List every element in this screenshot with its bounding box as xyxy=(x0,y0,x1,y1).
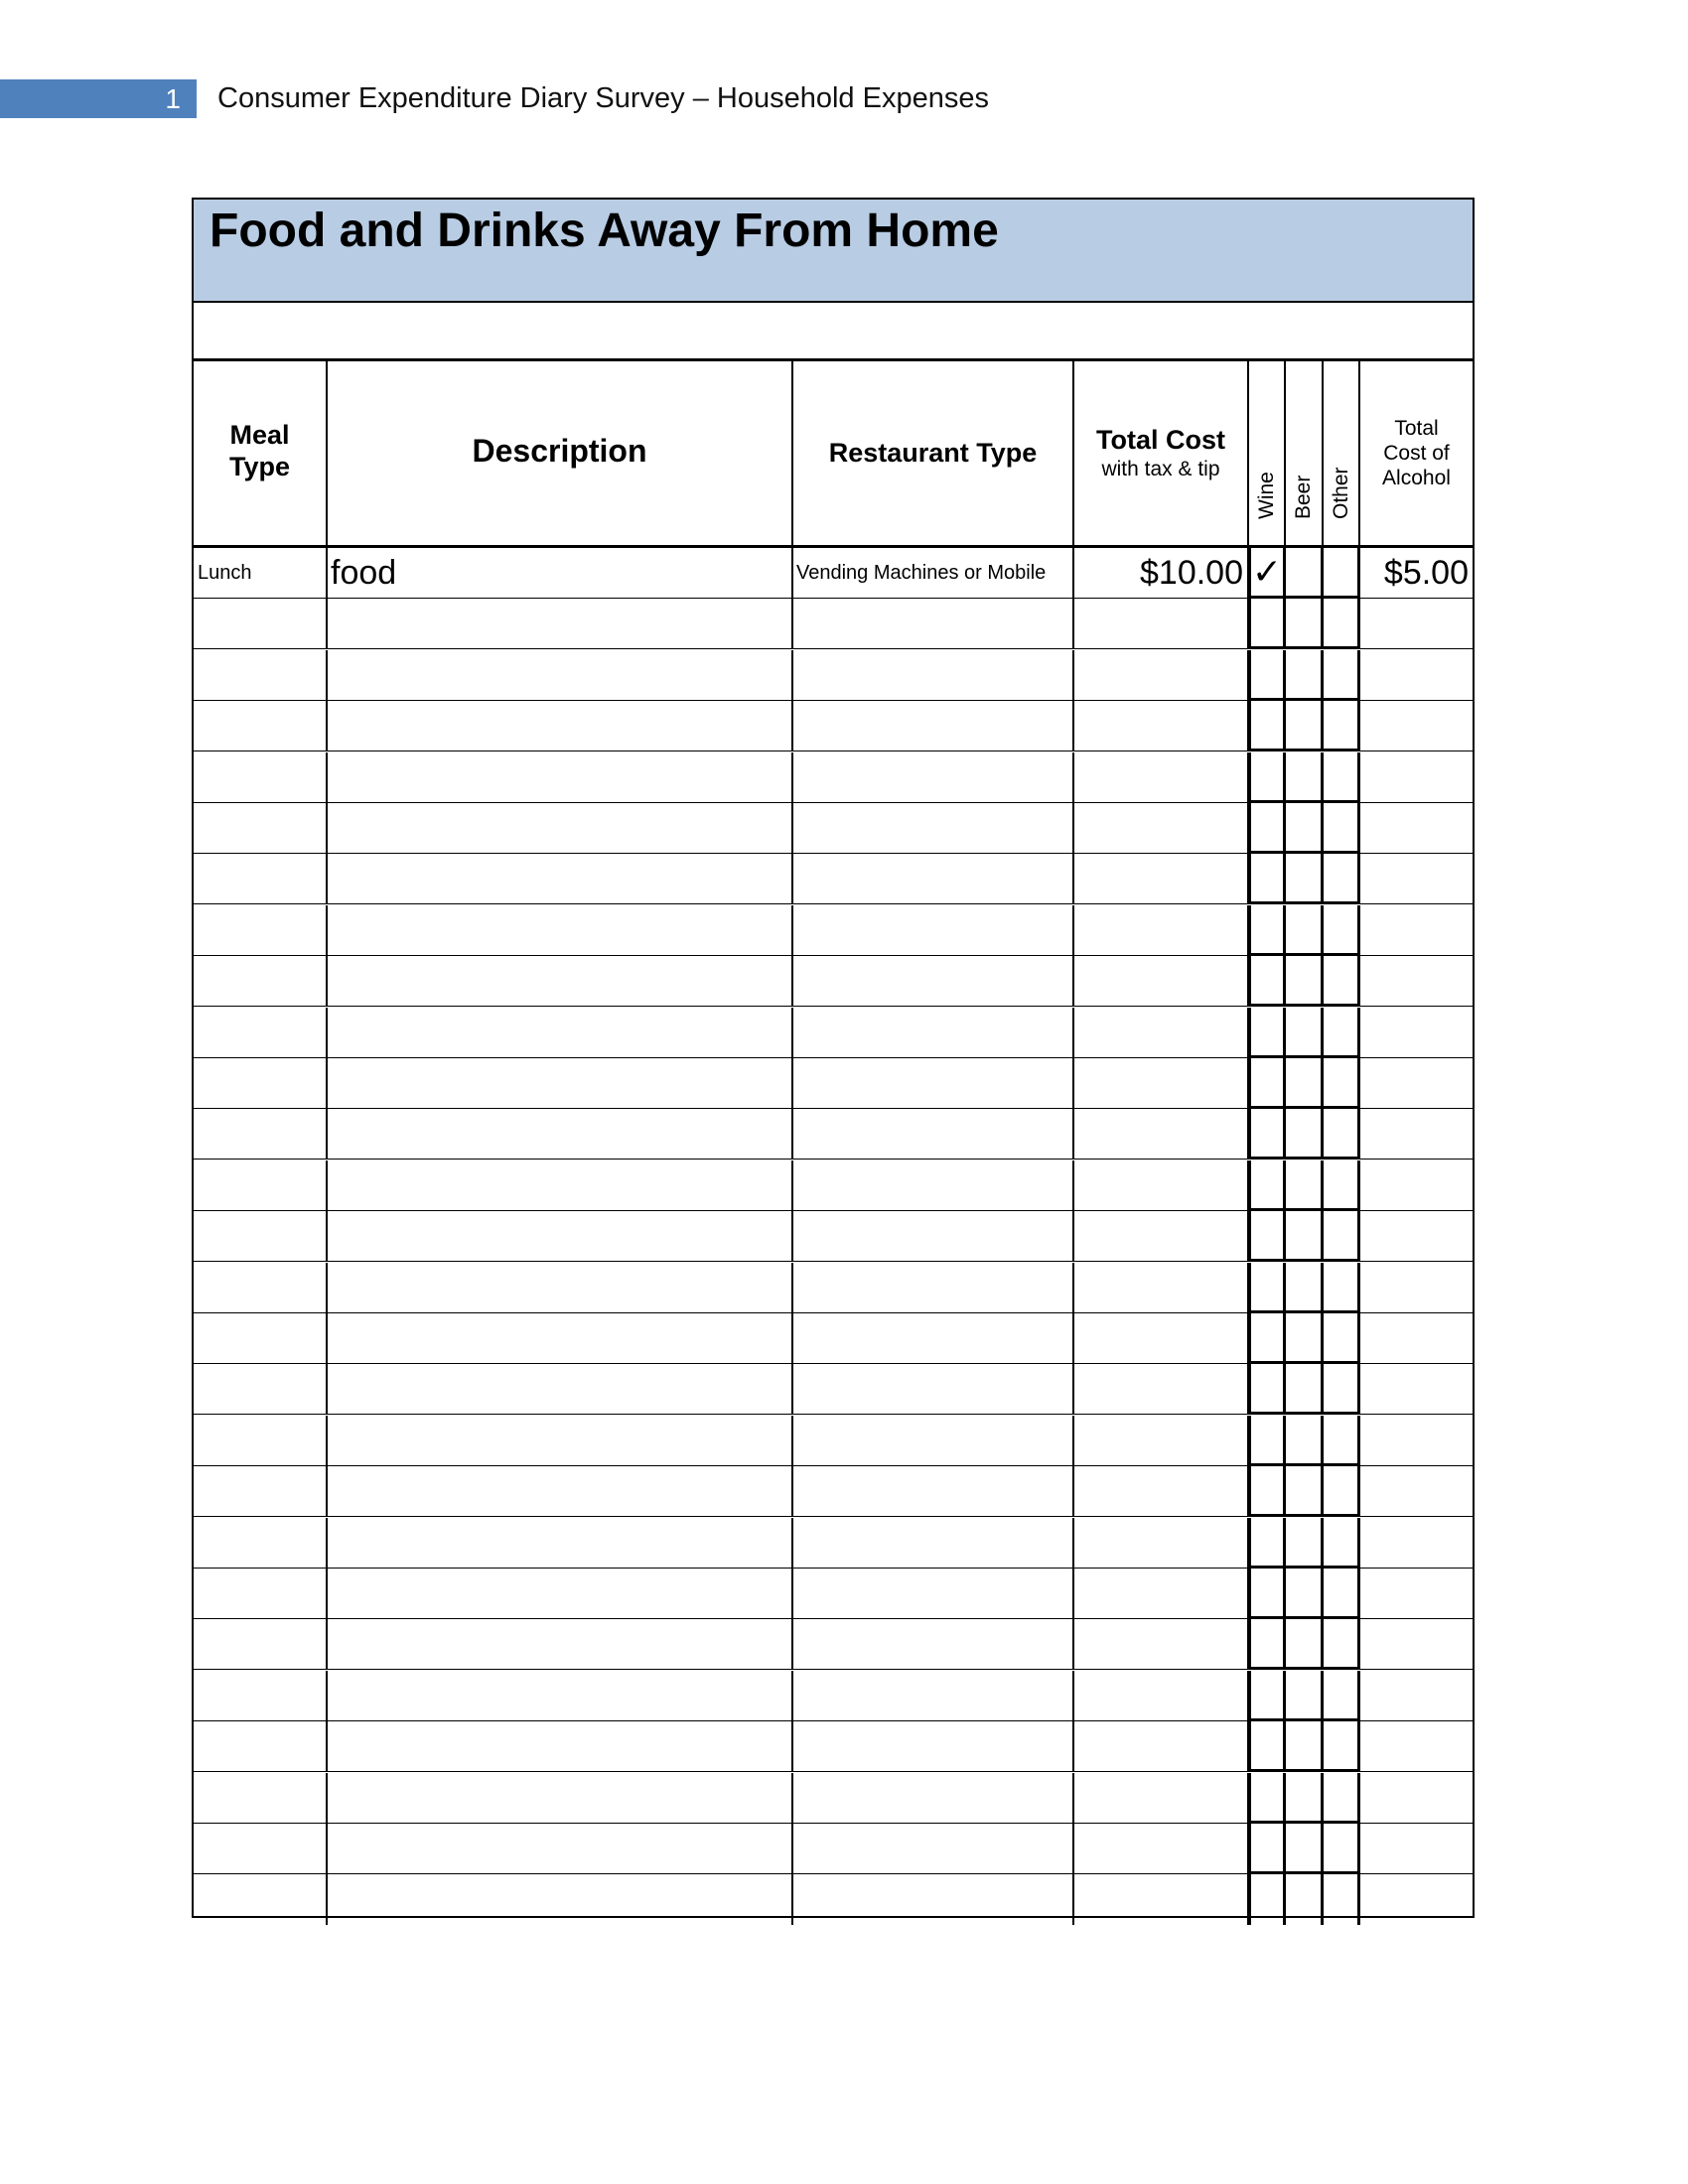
alcohol-cost-cell[interactable] xyxy=(1360,1569,1473,1619)
other-checkbox[interactable] xyxy=(1324,701,1360,751)
meal-type-cell[interactable] xyxy=(194,1874,328,1925)
restaurant-type-cell[interactable] xyxy=(793,701,1074,751)
description-cell[interactable] xyxy=(328,1874,793,1925)
other-checkbox[interactable] xyxy=(1324,1671,1360,1721)
beer-checkbox[interactable] xyxy=(1286,905,1324,956)
description-cell[interactable] xyxy=(328,1364,793,1415)
alcohol-cost-cell[interactable] xyxy=(1360,1416,1473,1466)
table-row xyxy=(194,1569,1473,1619)
other-checkbox[interactable] xyxy=(1324,599,1360,649)
alcohol-cost-cell[interactable] xyxy=(1360,1721,1473,1772)
total-cost-cell[interactable] xyxy=(1074,1824,1249,1874)
restaurant-type-cell[interactable] xyxy=(793,956,1074,1007)
restaurant-type-cell[interactable] xyxy=(793,1619,1074,1670)
table-row xyxy=(194,1824,1473,1874)
restaurant-type-cell[interactable] xyxy=(793,1058,1074,1109)
description-cell[interactable] xyxy=(328,1824,793,1874)
other-checkbox[interactable] xyxy=(1324,1160,1360,1211)
wine-checkbox[interactable] xyxy=(1249,1721,1286,1772)
description-cell[interactable] xyxy=(328,1721,793,1772)
restaurant-type-cell[interactable] xyxy=(793,1518,1074,1569)
alcohol-cost-cell[interactable] xyxy=(1360,1824,1473,1874)
description-cell[interactable] xyxy=(328,1416,793,1466)
restaurant-type-cell[interactable] xyxy=(793,1671,1074,1721)
meal-type-cell[interactable] xyxy=(194,599,328,649)
beer-label: Beer xyxy=(1292,475,1315,519)
description-cell[interactable] xyxy=(328,1773,793,1824)
beer-checkbox[interactable] xyxy=(1286,1211,1324,1262)
total-cost-cell[interactable] xyxy=(1074,1874,1249,1925)
wine-checkbox[interactable] xyxy=(1249,1160,1286,1211)
table-row xyxy=(194,1874,1473,1925)
total-cost-label: Total Cost xyxy=(1096,425,1225,455)
alcohol-cost-cell[interactable] xyxy=(1360,854,1473,904)
description-cell[interactable] xyxy=(328,1109,793,1160)
other-checkbox[interactable] xyxy=(1324,1874,1360,1925)
alcohol-cost-cell[interactable] xyxy=(1360,1263,1473,1313)
description-label: Description xyxy=(472,433,647,469)
meal-type-cell[interactable] xyxy=(194,1211,328,1262)
other-checkbox[interactable] xyxy=(1324,752,1360,803)
meal-type-cell[interactable]: Lunch xyxy=(194,548,328,599)
table-row xyxy=(194,1008,1473,1058)
column-header-other xyxy=(1324,361,1360,548)
meal-type-cell[interactable] xyxy=(194,803,328,854)
alcohol-label-1: Total xyxy=(1394,417,1439,440)
wine-checkbox[interactable] xyxy=(1249,1569,1286,1619)
total-cost-cell[interactable] xyxy=(1074,1211,1249,1262)
total-cost-cell[interactable] xyxy=(1074,1416,1249,1466)
wine-checkbox[interactable] xyxy=(1249,1313,1286,1364)
restaurant-type-cell[interactable] xyxy=(793,1109,1074,1160)
table-row xyxy=(194,1671,1473,1721)
total-cost-cell[interactable] xyxy=(1074,956,1249,1007)
wine-checkbox[interactable] xyxy=(1249,701,1286,751)
beer-checkbox[interactable] xyxy=(1286,701,1324,751)
table-row xyxy=(194,1619,1473,1670)
table-row xyxy=(194,956,1473,1007)
table-row xyxy=(194,548,1473,599)
other-checkbox[interactable] xyxy=(1324,1773,1360,1824)
running-header-title: Consumer Expenditure Diary Survey – Household Expenses xyxy=(217,82,989,114)
alcohol-cost-cell[interactable] xyxy=(1360,1671,1473,1721)
total-cost-cell[interactable] xyxy=(1074,1518,1249,1569)
alcohol-cost-cell[interactable] xyxy=(1360,1008,1473,1058)
table-row xyxy=(194,905,1473,956)
wine-checkbox[interactable] xyxy=(1249,1109,1286,1160)
description-cell[interactable] xyxy=(328,1263,793,1313)
column-header-total-cost xyxy=(1074,361,1249,548)
restaurant-type-cell[interactable] xyxy=(793,1721,1074,1772)
total-cost-cell[interactable] xyxy=(1074,1160,1249,1211)
restaurant-type-cell[interactable] xyxy=(793,1364,1074,1415)
alcohol-cost-cell[interactable] xyxy=(1360,1619,1473,1670)
beer-checkbox[interactable] xyxy=(1286,1569,1324,1619)
other-checkbox[interactable] xyxy=(1324,1416,1360,1466)
description-cell[interactable] xyxy=(328,803,793,854)
alcohol-cost-cell[interactable] xyxy=(1360,956,1473,1007)
restaurant-type-cell[interactable] xyxy=(793,599,1074,649)
other-checkbox[interactable] xyxy=(1324,1109,1360,1160)
description-cell[interactable] xyxy=(328,650,793,701)
other-checkbox[interactable] xyxy=(1324,956,1360,1007)
restaurant-type-cell[interactable] xyxy=(793,1263,1074,1313)
restaurant-type-cell[interactable] xyxy=(793,1313,1074,1364)
restaurant-type-cell[interactable] xyxy=(793,752,1074,803)
other-checkbox[interactable] xyxy=(1324,1721,1360,1772)
other-checkbox[interactable] xyxy=(1324,803,1360,854)
description-cell[interactable] xyxy=(328,1518,793,1569)
meal-type-cell[interactable] xyxy=(194,1569,328,1619)
beer-checkbox[interactable] xyxy=(1286,1313,1324,1364)
alcohol-cost-cell[interactable] xyxy=(1360,1313,1473,1364)
beer-checkbox[interactable] xyxy=(1286,650,1324,701)
meal-type-cell[interactable] xyxy=(194,1518,328,1569)
wine-checkbox[interactable] xyxy=(1249,1008,1286,1058)
beer-checkbox[interactable] xyxy=(1286,599,1324,649)
alcohol-cost-cell[interactable] xyxy=(1360,1364,1473,1415)
total-cost-cell[interactable] xyxy=(1074,803,1249,854)
meal-type-cell[interactable] xyxy=(194,1824,328,1874)
meal-type-label-2: Type xyxy=(228,452,290,481)
total-cost-cell[interactable] xyxy=(1074,1008,1249,1058)
description-cell[interactable]: food xyxy=(328,548,793,599)
meal-type-cell[interactable] xyxy=(194,701,328,751)
alcohol-cost-cell[interactable] xyxy=(1360,905,1473,956)
restaurant-type-cell[interactable] xyxy=(793,650,1074,701)
column-header-meal-type xyxy=(194,361,328,548)
other-checkbox[interactable] xyxy=(1324,905,1360,956)
alcohol-label-3: Alcohol xyxy=(1382,467,1451,489)
total-cost-cell[interactable] xyxy=(1074,854,1249,904)
beer-checkbox[interactable] xyxy=(1286,1671,1324,1721)
beer-checkbox[interactable] xyxy=(1286,1364,1324,1415)
column-header-description xyxy=(328,361,793,548)
meal-type-cell[interactable] xyxy=(194,752,328,803)
beer-checkbox[interactable] xyxy=(1286,1518,1324,1569)
total-cost-cell[interactable] xyxy=(1074,1721,1249,1772)
alcohol-cost-cell[interactable] xyxy=(1360,599,1473,649)
alcohol-cost-cell[interactable] xyxy=(1360,1773,1473,1824)
description-cell[interactable] xyxy=(328,1619,793,1670)
wine-checkbox[interactable] xyxy=(1249,1874,1286,1925)
page-number: 1 xyxy=(165,83,181,114)
restaurant-type-cell[interactable] xyxy=(793,854,1074,904)
wine-checkbox[interactable] xyxy=(1249,1619,1286,1670)
table-row xyxy=(194,1058,1473,1109)
other-checkbox[interactable] xyxy=(1324,1466,1360,1517)
other-checkbox[interactable] xyxy=(1324,1263,1360,1313)
wine-checkbox[interactable] xyxy=(1249,1416,1286,1466)
alcohol-cost-cell[interactable] xyxy=(1360,1518,1473,1569)
table-row xyxy=(194,1109,1473,1160)
restaurant-type-cell[interactable] xyxy=(793,1466,1074,1517)
wine-checkbox[interactable] xyxy=(1249,1058,1286,1109)
beer-checkbox[interactable] xyxy=(1286,1109,1324,1160)
table-row xyxy=(194,1466,1473,1517)
beer-checkbox[interactable] xyxy=(1286,548,1324,599)
table-row xyxy=(194,752,1473,803)
restaurant-type-cell[interactable] xyxy=(793,1824,1074,1874)
description-cell[interactable] xyxy=(328,905,793,956)
beer-checkbox[interactable] xyxy=(1286,956,1324,1007)
alcohol-cost-cell[interactable] xyxy=(1360,1466,1473,1517)
wine-checkbox[interactable] xyxy=(1249,956,1286,1007)
meal-type-cell[interactable] xyxy=(194,1263,328,1313)
alcohol-cost-cell[interactable] xyxy=(1360,1109,1473,1160)
table-row xyxy=(194,1721,1473,1772)
description-cell[interactable] xyxy=(328,854,793,904)
wine-checkbox[interactable] xyxy=(1249,1824,1286,1874)
alcohol-cost-cell[interactable] xyxy=(1360,803,1473,854)
other-checkbox[interactable] xyxy=(1324,1518,1360,1569)
meal-type-cell[interactable] xyxy=(194,1313,328,1364)
description-cell[interactable] xyxy=(328,1160,793,1211)
table-row xyxy=(194,1518,1473,1569)
table-row xyxy=(194,1416,1473,1466)
alcohol-cost-cell[interactable] xyxy=(1360,1874,1473,1925)
table-row xyxy=(194,1160,1473,1211)
other-checkbox[interactable] xyxy=(1324,650,1360,701)
wine-checkbox[interactable] xyxy=(1249,650,1286,701)
wine-checkbox[interactable] xyxy=(1249,752,1286,803)
meal-type-cell[interactable] xyxy=(194,1671,328,1721)
description-cell[interactable] xyxy=(328,1008,793,1058)
restaurant-type-cell[interactable] xyxy=(793,1211,1074,1262)
total-cost-cell[interactable] xyxy=(1074,905,1249,956)
total-cost-cell[interactable] xyxy=(1074,701,1249,751)
table-row xyxy=(194,1263,1473,1313)
beer-checkbox[interactable] xyxy=(1286,1160,1324,1211)
description-cell[interactable] xyxy=(328,701,793,751)
wine-checkbox[interactable] xyxy=(1249,1263,1286,1313)
restaurant-type-cell[interactable] xyxy=(793,905,1074,956)
expense-form xyxy=(192,198,1475,1918)
beer-checkbox[interactable] xyxy=(1286,1008,1324,1058)
meal-type-cell[interactable] xyxy=(194,1160,328,1211)
meal-type-cell[interactable] xyxy=(194,1416,328,1466)
restaurant-type-cell[interactable] xyxy=(793,1416,1074,1466)
column-header-beer xyxy=(1286,361,1324,548)
other-checkbox[interactable] xyxy=(1324,1364,1360,1415)
meal-type-cell[interactable] xyxy=(194,1619,328,1670)
beer-checkbox[interactable] xyxy=(1286,1874,1324,1925)
beer-checkbox[interactable] xyxy=(1286,1773,1324,1824)
meal-type-cell[interactable] xyxy=(194,650,328,701)
beer-checkbox[interactable] xyxy=(1286,854,1324,904)
restaurant-type-cell[interactable] xyxy=(793,1773,1074,1824)
beer-checkbox[interactable] xyxy=(1286,752,1324,803)
wine-label: Wine xyxy=(1254,472,1278,519)
table-row xyxy=(194,1313,1473,1364)
alcohol-cost-cell[interactable] xyxy=(1360,1211,1473,1262)
meal-type-cell[interactable] xyxy=(194,1773,328,1824)
wine-checkbox[interactable] xyxy=(1249,1364,1286,1415)
alcohol-cost-cell[interactable] xyxy=(1360,650,1473,701)
meal-type-cell[interactable] xyxy=(194,956,328,1007)
wine-checkbox[interactable] xyxy=(1249,1671,1286,1721)
description-cell[interactable] xyxy=(328,1466,793,1517)
wine-checkbox[interactable] xyxy=(1249,854,1286,904)
restaurant-type-label: Restaurant Type xyxy=(828,438,1038,468)
form-title-band xyxy=(194,200,1473,303)
meal-type-cell[interactable] xyxy=(194,1466,328,1517)
table-row xyxy=(194,1364,1473,1415)
description-cell[interactable] xyxy=(328,752,793,803)
total-cost-cell[interactable]: $10.00 xyxy=(1074,548,1249,599)
restaurant-type-cell[interactable] xyxy=(793,1008,1074,1058)
table-row xyxy=(194,803,1473,854)
description-cell[interactable] xyxy=(328,1058,793,1109)
meal-type-cell[interactable] xyxy=(194,905,328,956)
other-checkbox[interactable] xyxy=(1324,1569,1360,1619)
total-cost-cell[interactable] xyxy=(1074,1773,1249,1824)
meal-type-cell[interactable] xyxy=(194,1008,328,1058)
other-checkbox[interactable] xyxy=(1324,1313,1360,1364)
description-cell[interactable] xyxy=(328,1211,793,1262)
other-checkbox[interactable] xyxy=(1324,1824,1360,1874)
total-cost-cell[interactable] xyxy=(1074,1058,1249,1109)
other-checkbox[interactable] xyxy=(1324,1211,1360,1262)
meal-type-label-1: Meal xyxy=(229,420,290,450)
beer-checkbox[interactable] xyxy=(1286,1466,1324,1517)
total-cost-cell[interactable] xyxy=(1074,1671,1249,1721)
alcohol-cost-cell[interactable] xyxy=(1360,1058,1473,1109)
wine-checkbox[interactable] xyxy=(1249,905,1286,956)
meal-type-cell[interactable] xyxy=(194,854,328,904)
alcohol-cost-cell[interactable] xyxy=(1360,752,1473,803)
meal-type-cell[interactable] xyxy=(194,1364,328,1415)
form-title: Food and Drinks Away From Home xyxy=(210,205,999,257)
wine-checkbox[interactable] xyxy=(1249,1466,1286,1517)
beer-checkbox[interactable] xyxy=(1286,1824,1324,1874)
alcohol-label-2: Cost of xyxy=(1383,442,1450,465)
column-header-alcohol-cost xyxy=(1360,361,1473,548)
beer-checkbox[interactable] xyxy=(1286,1263,1324,1313)
beer-checkbox[interactable] xyxy=(1286,1058,1324,1109)
table-row xyxy=(194,599,1473,649)
meal-type-cell[interactable] xyxy=(194,1058,328,1109)
total-cost-cell[interactable] xyxy=(1074,752,1249,803)
blank-row xyxy=(194,303,1473,361)
restaurant-type-cell[interactable]: Vending Machines or Mobile xyxy=(793,548,1074,599)
restaurant-type-cell[interactable] xyxy=(793,803,1074,854)
beer-checkbox[interactable] xyxy=(1286,1416,1324,1466)
description-cell[interactable] xyxy=(328,1569,793,1619)
wine-checkbox[interactable] xyxy=(1249,1211,1286,1262)
table-row xyxy=(194,1211,1473,1262)
wine-checkbox[interactable] xyxy=(1249,1518,1286,1569)
meal-type-cell[interactable] xyxy=(194,1109,328,1160)
total-cost-cell[interactable] xyxy=(1074,1263,1249,1313)
meal-type-cell[interactable] xyxy=(194,1721,328,1772)
beer-checkbox[interactable] xyxy=(1286,1721,1324,1772)
description-cell[interactable] xyxy=(328,956,793,1007)
wine-checkbox[interactable] xyxy=(1249,1773,1286,1824)
other-checkbox[interactable] xyxy=(1324,1619,1360,1670)
wine-checkbox[interactable]: ✓ xyxy=(1249,548,1286,599)
description-cell[interactable] xyxy=(328,599,793,649)
restaurant-type-cell[interactable] xyxy=(793,1874,1074,1925)
total-cost-sublabel: with tax & tip xyxy=(1101,458,1220,480)
beer-checkbox[interactable] xyxy=(1286,803,1324,854)
description-cell[interactable] xyxy=(328,1671,793,1721)
total-cost-cell[interactable] xyxy=(1074,1569,1249,1619)
total-cost-cell[interactable] xyxy=(1074,1313,1249,1364)
total-cost-cell[interactable] xyxy=(1074,1619,1249,1670)
table-row xyxy=(194,701,1473,751)
table-row xyxy=(194,650,1473,701)
alcohol-cost-cell[interactable] xyxy=(1360,1160,1473,1211)
restaurant-type-cell[interactable] xyxy=(793,1160,1074,1211)
wine-checkbox[interactable] xyxy=(1249,599,1286,649)
total-cost-cell[interactable] xyxy=(1074,599,1249,649)
total-cost-cell[interactable] xyxy=(1074,650,1249,701)
description-cell[interactable] xyxy=(328,1313,793,1364)
other-checkbox[interactable] xyxy=(1324,548,1360,599)
table-row xyxy=(194,1773,1473,1824)
wine-checkbox[interactable] xyxy=(1249,803,1286,854)
column-header-wine xyxy=(1249,361,1286,548)
beer-checkbox[interactable] xyxy=(1286,1619,1324,1670)
other-checkbox[interactable] xyxy=(1324,1008,1360,1058)
other-label: Other xyxy=(1329,467,1352,519)
other-checkbox[interactable] xyxy=(1324,1058,1360,1109)
other-checkbox[interactable] xyxy=(1324,854,1360,904)
restaurant-type-cell[interactable] xyxy=(793,1569,1074,1619)
total-cost-cell[interactable] xyxy=(1074,1109,1249,1160)
column-header-restaurant-type xyxy=(793,361,1074,548)
alcohol-cost-cell[interactable]: $5.00 xyxy=(1360,548,1473,599)
table-row xyxy=(194,854,1473,904)
total-cost-cell[interactable] xyxy=(1074,1466,1249,1517)
total-cost-cell[interactable] xyxy=(1074,1364,1249,1415)
alcohol-cost-cell[interactable] xyxy=(1360,701,1473,751)
